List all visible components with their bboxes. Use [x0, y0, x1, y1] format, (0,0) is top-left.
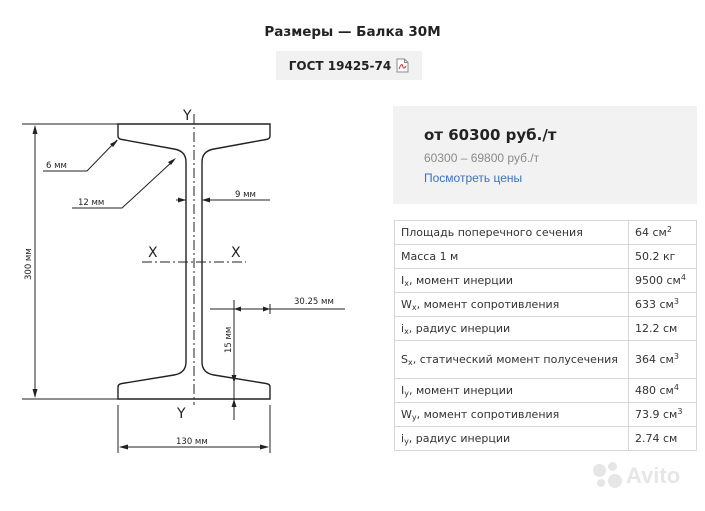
table-row	[395, 427, 697, 451]
table-row	[395, 221, 697, 245]
flange-thickness-label: 6 мм	[46, 161, 67, 171]
view-prices-link[interactable]: Посмотреть цены	[424, 171, 523, 185]
property-label: Площадь поперечного сечения	[395, 221, 629, 245]
property-label: $i_x$, радиус инерции	[395, 317, 629, 341]
table-row	[395, 403, 697, 427]
property-value: 364 $см^3$	[629, 341, 697, 379]
property-label: $I_y$, момент инерции	[395, 379, 629, 403]
table-row	[395, 379, 697, 403]
table-row	[395, 341, 697, 379]
flange-edge-label: 15 мм	[224, 326, 234, 353]
price-range: 60300 – 69800 руб./т	[424, 151, 540, 165]
property-label: $W_y$, момент сопротивления	[395, 403, 629, 427]
table-row	[395, 317, 697, 341]
property-value: 9500 $см^4$	[629, 269, 697, 293]
height-label: 300 мм	[24, 248, 34, 280]
properties-table	[394, 220, 697, 451]
gost-label: ГОСТ 19425-74	[288, 58, 392, 73]
table-row	[395, 293, 697, 317]
property-label: $W_x$, момент сопротивления	[395, 293, 629, 317]
avito-watermark	[593, 462, 680, 490]
web-thickness-label: 9 мм	[235, 190, 256, 200]
property-value: 633 $см^3$	[629, 293, 697, 317]
price-box	[393, 106, 697, 204]
property-label: $S_x$, статический момент полусечения	[395, 341, 629, 379]
axis-x-left-label: X	[148, 245, 158, 261]
radius-label: 12 мм	[78, 198, 105, 208]
avito-watermark-text: Avito	[626, 463, 681, 488]
property-value: 480 $см^4$	[629, 379, 697, 403]
axis-y-top-label: Y	[183, 108, 192, 124]
axis-y-bottom-label: Y	[177, 406, 186, 422]
beam-drawing	[0, 95, 390, 465]
property-value: 50.2 кг	[629, 245, 697, 269]
table-row	[395, 245, 697, 269]
property-value: 12.2 см	[629, 317, 697, 341]
property-label: Масса 1 м	[395, 245, 629, 269]
avito-logo-icon	[593, 462, 623, 490]
property-label: $i_y$, радиус инерции	[395, 427, 629, 451]
gost-button[interactable]	[276, 51, 422, 80]
flange-offset-label: 30.25 мм	[294, 297, 334, 307]
pdf-icon[interactable]	[396, 58, 409, 73]
property-value: 2.74 см	[629, 427, 697, 451]
property-value: 64 $см^2$	[629, 221, 697, 245]
price-main: от 60300 руб./т	[424, 126, 557, 144]
property-value: 73.9 $см^3$	[629, 403, 697, 427]
width-label: 130 мм	[176, 437, 208, 447]
table-row	[395, 269, 697, 293]
axis-x-right-label: X	[231, 245, 241, 261]
property-label: $I_x$, момент инерции	[395, 269, 629, 293]
page-title: Размеры — Балка 30М	[264, 24, 441, 40]
